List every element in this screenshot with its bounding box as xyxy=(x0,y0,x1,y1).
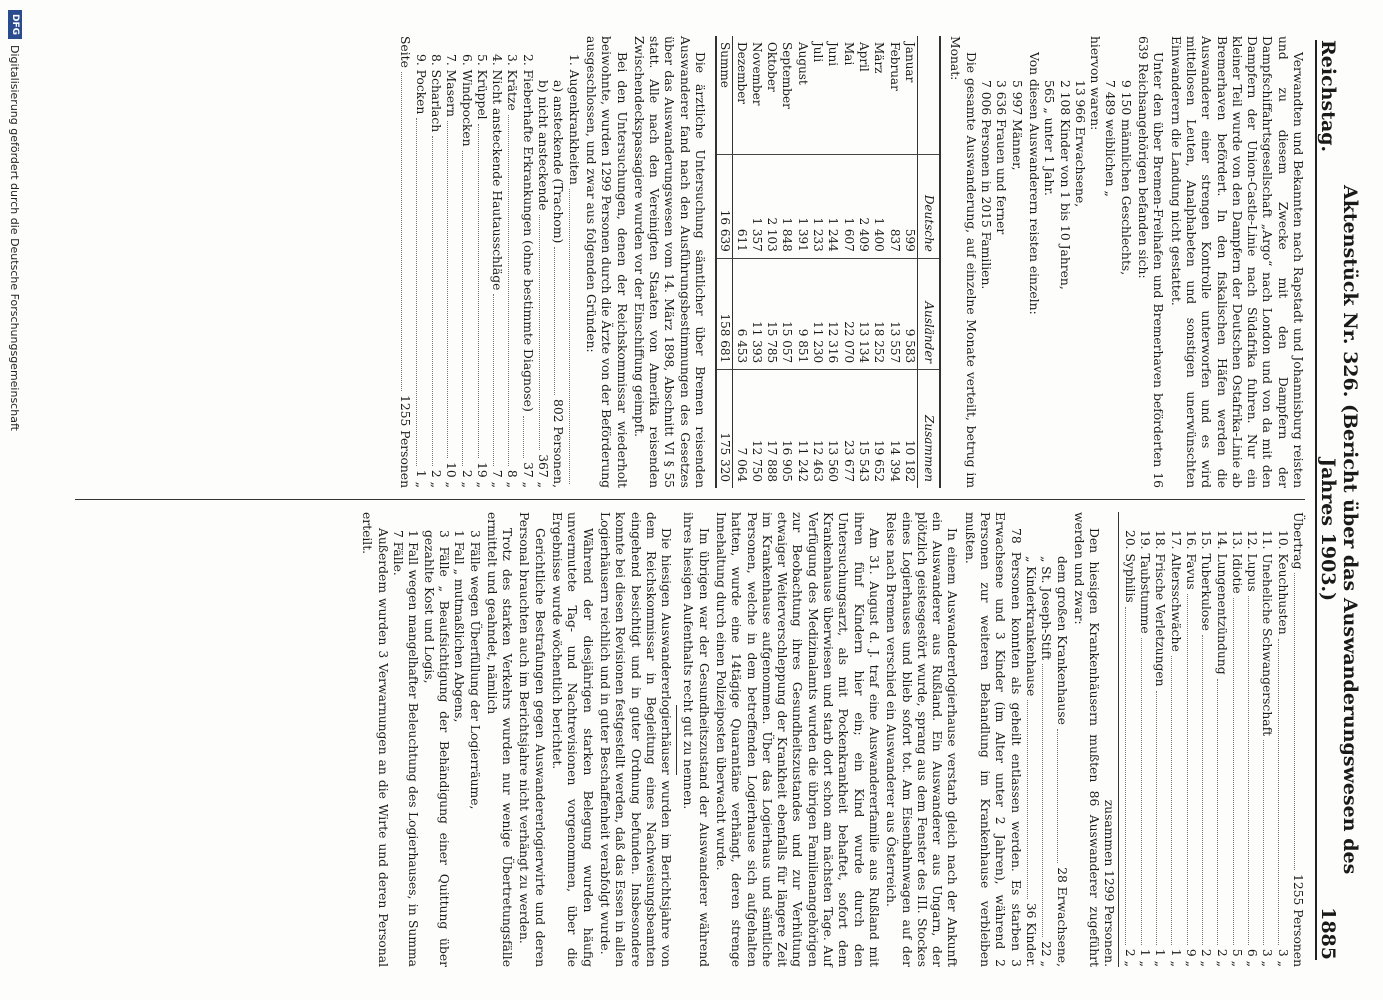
separator xyxy=(676,705,677,775)
hospital-item-label: „ Kinderkrankenhause xyxy=(1023,556,1038,697)
reason-item-value: 2 „ xyxy=(428,469,443,488)
table-row xyxy=(764,36,779,488)
stat-line: hiervon waren: xyxy=(1088,36,1103,131)
table-header-cell: Ausländer xyxy=(917,258,940,369)
table-cell: 12 750 xyxy=(749,370,764,488)
reason-item-label: 16. Favus xyxy=(1183,530,1198,590)
table-cell: 17 888 xyxy=(764,370,779,488)
reason-item-label: 8. Scharlach xyxy=(428,54,443,133)
hospital-item xyxy=(1038,512,1053,967)
hospital-item-label: „ St. Joseph-Stift xyxy=(1039,556,1054,661)
table-row xyxy=(886,36,901,488)
reason-item-label: b) nicht ansteckende xyxy=(536,80,551,211)
table-cell: 611 xyxy=(733,154,749,258)
table-total-cell: 16 639 xyxy=(716,154,733,258)
reason-item-label: 19. Taubstumme xyxy=(1138,530,1153,634)
reason-item-value: 10 „ xyxy=(444,462,459,488)
reason-item-label: 17. Altersschwäche xyxy=(1168,530,1183,652)
reason-item xyxy=(474,36,489,488)
table-cell: Dezember xyxy=(734,42,749,105)
table-row xyxy=(840,36,855,488)
left-column xyxy=(397,36,1305,488)
hospital-item-value: 28 Erwachsene, xyxy=(1054,867,1069,967)
table-cell: 23 677 xyxy=(840,370,855,488)
table-cell: März xyxy=(872,42,887,74)
reason-item xyxy=(489,36,504,488)
table-cell: 1 244 xyxy=(825,154,840,258)
hospital-item-value: 22 „ xyxy=(1039,941,1054,967)
reason-item-value: 2 „ xyxy=(1199,948,1214,967)
header-left: Reichstag. xyxy=(1317,40,1339,153)
table-cell: 11 230 xyxy=(810,258,825,369)
table-cell: 15 785 xyxy=(764,258,779,369)
column-divider xyxy=(75,499,1305,500)
table-cell: 1 607 xyxy=(840,154,855,258)
offense-text: wegen Überfüllung der Logierräume, xyxy=(467,575,482,810)
reason-item xyxy=(550,36,565,488)
right-column xyxy=(357,512,1305,967)
reason-item xyxy=(519,36,534,488)
paragraph: Im übrigen war der Gesundheitszustand der Auswanderer während ihres hiesigen Aufenthalts recht gut zu nennen. xyxy=(681,512,711,967)
reason-item-value: 802 Personen, xyxy=(551,399,566,488)
table-cell: 6 453 xyxy=(733,258,749,369)
table-cell: 19 652 xyxy=(871,370,886,488)
stat-line: 7 489 weiblichen „ xyxy=(1103,80,1118,197)
table-cell: April xyxy=(856,42,871,72)
intro-paragraph: Verwandten und Bekannten nach Rapstadt und Johannisburg reisten und zu diesem Zwecke mit den Dampfern der Dampfschiffahrtsgesellschaft „Argo“ nach London und von da mit den Dampfern der Union-Castle-Linie nach Südafrika fuhren. Nur ein kleiner Teil wurde von den Dampfern der Deutschen Ostafrika-Linie ab Bremerhaven befördert. In den fiskalischen Häfen werden die Auswanderer einer strengen Kontrolle unterworfen und es wird mittellosen Leuten, Analphabeten und sonstigen unerwünschten Einwanderern die Landung nicht gestattet. xyxy=(1168,36,1305,488)
reason-item-value: 7 „ xyxy=(490,469,505,488)
table-cell: Januar xyxy=(902,42,917,83)
reason-item xyxy=(1198,512,1213,967)
hospital-item xyxy=(1053,512,1068,967)
offense-list xyxy=(390,512,482,967)
reason-item xyxy=(458,36,473,488)
table-row xyxy=(856,36,871,488)
footer-text: Digitalisierung gefördert durch die Deutsche Forschungsgemeinschaft xyxy=(8,45,22,431)
reason-item-value: 1 „ xyxy=(1168,948,1183,967)
offense-text: „ Beaufsichtigung der Behändigung einer Quittung über gezahlte Kost und Logis, xyxy=(421,530,451,967)
reason-item-value: 9 „ xyxy=(1183,948,1198,967)
table-cell: 9 583 xyxy=(902,258,918,369)
hospital-list xyxy=(1023,512,1069,967)
table-cell: 13 557 xyxy=(886,258,901,369)
table-total-cell: Summe xyxy=(718,42,733,88)
table-cell: 1 233 xyxy=(810,154,825,258)
table-cell: 12 463 xyxy=(810,370,825,488)
table-cell: 14 394 xyxy=(886,370,901,488)
reason-item xyxy=(1121,512,1136,967)
reason-item-value: 2 „ xyxy=(1122,948,1137,967)
paragraph: Unter den über Bremen-Freihafen und Bremerhaven beförderten 16 639 Reichsangehörigen befanden sich: xyxy=(1136,36,1166,488)
reason-item-label: 3. Krätze xyxy=(505,54,520,111)
reason-item-value: 367 „ xyxy=(536,454,551,488)
table-row xyxy=(810,36,825,488)
monthly-table xyxy=(715,36,941,488)
table-header-row xyxy=(917,36,940,488)
offense-count: 3 Fälle xyxy=(467,530,482,572)
table-cell: 1 848 xyxy=(779,154,794,258)
paragraph: Die ärztliche Untersuchung sämtlicher über Bremen reisenden Auswanderer fand nach den Ausführungsbestimmungen des Gesetzes über das Auswanderungswesen vom 14. März 1898, Abschnitt VI § 55 statt. Alle nach den Vereinigten Staaten von Amerika reisenden Zwischendeckspassagiere wurden vor der Einschiffung geimpft. xyxy=(631,36,708,488)
reason-item-label: 14. Lungenentzündung xyxy=(1214,530,1229,675)
reason-item-value: 6 „ xyxy=(1245,948,1260,967)
offense-text: wegen mangelhafter Beleuchtung des Logierhauses, in Summa 7 Fälle. xyxy=(391,530,421,967)
table-cell: 1 400 xyxy=(871,154,886,258)
header-title: Aktenstück Nr. 326. (Bericht über das Auswanderungswesen des Jahres 1903.) xyxy=(1317,184,1361,875)
reason-item xyxy=(1152,512,1167,967)
zusammen-line: zusammen 1299 Personen. xyxy=(1101,512,1119,967)
reason-item-label: 5. Krüppel xyxy=(474,54,489,120)
reason-item xyxy=(1229,512,1244,967)
table-cell: 13 134 xyxy=(856,258,871,369)
reason-item-label: 15. Tuberkulose xyxy=(1199,530,1214,631)
seite-value: 1255 Personen xyxy=(398,395,413,488)
reason-item xyxy=(1167,512,1182,967)
reason-item xyxy=(1274,512,1289,967)
table-cell: 2 103 xyxy=(764,154,779,258)
table-cell: 10 182 xyxy=(902,370,918,488)
reason-item-label: 10. Keuchhusten xyxy=(1275,530,1290,635)
paragraph: Trotz des starken Verkehrs wurden nur wenige Übertretungsfälle ermittelt und geahndet, nämlich xyxy=(484,512,515,967)
seite-line xyxy=(397,36,412,488)
uebertrag-value: 1255 Personen xyxy=(1291,874,1305,967)
table-row xyxy=(825,36,840,488)
table-cell: November xyxy=(749,42,764,106)
reason-item-value: 8 „ xyxy=(505,469,520,488)
offense-count: 3 Fälle xyxy=(436,530,451,577)
stat-line: 7 006 Personen in 2015 Familien. xyxy=(979,80,994,290)
reason-item-label: 1. Augenkrankheiten xyxy=(566,54,581,185)
stat-line: 9 150 männlichen Geschlechts, xyxy=(1118,80,1133,276)
reason-item-value: 1 „ xyxy=(1153,948,1168,967)
reason-item-label: 9. Pocken xyxy=(413,54,428,115)
table-cell: Juni xyxy=(826,42,841,67)
table-total-row xyxy=(716,36,733,488)
table-cell: Oktober xyxy=(765,42,780,92)
table-cell: 15 057 xyxy=(779,258,794,369)
hospital-item-value: 36 Kinder. xyxy=(1023,902,1038,967)
paragraph: Gerichtliche Bestrafungen gegen Auswandererlogierwirte und deren Personal brauchten auch im Berichtsjahre nicht verhängt zu werden. xyxy=(517,512,547,967)
paragraph: Die hiesigen Auswandererlogierhäuser wurden im Berichtsjahre von dem Reichskommissar in Begleitung eines Nachweisungsbeamten eingehend besichtigt und in guter Ordnung befunden. Insbesondere konnte bei diesen Revisionen festgestellt werden, daß das Essen in allen Logierhäusern reichlich und in guter Beschaffenheit verabfolgt wurde. xyxy=(597,512,674,967)
dfg-footer xyxy=(8,10,22,431)
reason-item-label: 12. Lupus xyxy=(1245,530,1260,592)
stat-line: 13 966 Erwachsene, xyxy=(1072,80,1087,208)
table-cell: 599 xyxy=(902,154,918,258)
reason-item-label: 2. Fieberhafte Erkrankungen (ohne bestimmte Diagnose) xyxy=(520,54,535,412)
stat-line: 3 636 Frauen und ferner xyxy=(994,80,1009,235)
dfg-logo: DFG xyxy=(8,10,22,39)
table-cell: 837 xyxy=(886,154,901,258)
reason-item xyxy=(535,36,550,488)
table-cell: 1 391 xyxy=(795,154,810,258)
table-cell: 11 393 xyxy=(749,258,764,369)
hospital-item-label: dem großen Krankenhause xyxy=(1054,556,1069,725)
page-number: 1885 xyxy=(1317,907,1339,960)
reason-item xyxy=(443,36,458,488)
page-header xyxy=(1315,40,1361,960)
reason-item-value: 1 „ xyxy=(1138,948,1153,967)
table-cell: 22 070 xyxy=(840,258,855,369)
table-cell: 9 851 xyxy=(795,258,810,369)
paragraph: Die gesamte Auswanderung, auf einzelne Monate verteilt, betrug im Monat: xyxy=(948,36,978,488)
table-cell: 1 357 xyxy=(749,154,764,258)
paragraph: Bei den Untersuchungen, denen der Reichskommissar wiederholt beiwohnte, wurden 1299 Personen durch die Ärzte von der Beförderung ausgeschlossen, und zwar aus folgenden Gründen: xyxy=(583,36,629,488)
table-cell: 18 252 xyxy=(871,258,886,369)
paragraph: Außerdem wurden 3 Verwarnungen an die Wirte und deren Personal erteilt. xyxy=(360,512,390,967)
reason-item xyxy=(1213,512,1228,967)
offense-count: 1 Fall xyxy=(452,530,467,565)
table-total-cell: 175 320 xyxy=(716,370,733,488)
reason-item-value: 2 „ xyxy=(1214,948,1229,967)
reason-item xyxy=(504,36,519,488)
reason-item xyxy=(428,36,443,488)
table-row xyxy=(795,36,810,488)
table-cell: 2 409 xyxy=(856,154,871,258)
table-cell: 7 064 xyxy=(733,370,749,488)
table-cell: Juli xyxy=(811,42,826,63)
reason-item-label: 4. Nicht ansteckende Hautausschläge xyxy=(490,54,505,291)
reason-item xyxy=(1137,512,1152,967)
table-header-cell xyxy=(917,36,940,154)
reason-list xyxy=(1121,512,1289,967)
offense-item xyxy=(390,512,421,967)
reason-item-value: 2 „ xyxy=(459,469,474,488)
reason-item-value: 3 „ xyxy=(1260,948,1275,967)
reason-item-label: a) ansteckende (Trachom) xyxy=(551,80,566,244)
paragraph: Während der diesjährigen starken Belegung wurden häufig unvermutete Tag- und Nachtrevisionen vorgenommen, über die Ergebnisse wurde wöchentlich berichtet. xyxy=(550,512,595,967)
reason-item-value: 19 „ xyxy=(474,462,489,488)
reason-item xyxy=(565,36,580,488)
table-cell: August xyxy=(795,42,810,85)
offense-item xyxy=(451,512,466,967)
seite-label: Seite xyxy=(398,36,413,68)
table-cell: 15 543 xyxy=(856,370,871,488)
table-header-cell: Deutsche xyxy=(917,154,940,258)
reason-item xyxy=(1183,512,1198,967)
reason-item-label: 13. Idiotie xyxy=(1229,530,1244,594)
uebertrag-line xyxy=(1290,512,1305,967)
table-cell: 11 242 xyxy=(795,370,810,488)
reason-item-value: 5 „ xyxy=(1229,948,1244,967)
reason-item-label: 7. Masern xyxy=(444,54,459,117)
stat-line: 565 „ unter 1 Jahr. xyxy=(1042,80,1057,196)
paragraph: Den hiesigen Krankenhäusern mußten 86 Auswanderer zugeführt werden und zwar: xyxy=(1071,512,1102,967)
reason-item-value: 3 „ xyxy=(1275,948,1290,967)
offense-item xyxy=(466,512,481,967)
reason-item-value: 1 „ xyxy=(413,469,428,488)
table-row xyxy=(779,36,794,488)
table-cell: Mai xyxy=(841,42,856,66)
table-cell: Februar xyxy=(887,42,902,91)
reason-item xyxy=(412,36,427,488)
table-body xyxy=(733,36,918,488)
table-cell: 12 316 xyxy=(825,258,840,369)
table-row xyxy=(871,36,886,488)
offense-count: 1 Fall xyxy=(406,530,421,566)
offense-text: „ mutmaßlichen Abgens, xyxy=(452,568,467,723)
paragraph: 78 Personen konnten als geheilt entlassen werden. Es starben 3 Erwachsene und 3 Kinder (im Alter unter 2 Jahren), während 2 Personen zur weiteren Behandlung im Krankenhause verbleiben mußten. xyxy=(962,512,1023,967)
stat-line: 2 108 Kinder von 1 bis 10 Jahren, xyxy=(1057,80,1072,290)
reason-item-label: 11. Uneheliche Schwangerschaft xyxy=(1260,530,1275,737)
table-row xyxy=(902,36,918,488)
uebertrag-label: Übertrag xyxy=(1291,512,1305,570)
table-cell: September xyxy=(780,42,795,109)
stat-line: 5 997 Männer, xyxy=(1009,80,1024,171)
table-cell: 13 560 xyxy=(825,370,840,488)
paragraph: Am 31. August d. J. traf eine Auswandererfamilie aus Rußland mit ihren fünf Kindern hier ein; ein Kind wurde durch den Untersuchungsarzt, als mit Pockenkrankheit behaftet, sofort dem Krankenhause überwiesen und starb dort schon am nächsten Tage. Auf Verfügung des Medizinalamts wurden die übrigen Familienangehörigen zur Beobachtung ihres Gesundheitszustandes und zur Verhütung etwaiger Weiterverschleppung der Krankheit ebenfalls für längere Zeit im Krankenhause aufgenommen. Über das Logierhaus und sämtliche Personen, welche in dem betreffenden Logierhause sich aufgehalten hatten, wurde eine 14tägige Quarantäne verhängt, deren strenge Innehaltung durch einen Polizeiposten überwacht wurde. xyxy=(714,512,881,967)
reason-item-value: 37 „ xyxy=(520,462,535,488)
table-header-cell: Zusammen xyxy=(917,370,940,488)
paragraph: In einem Auswandererlogierhause verstarb gleich nach der Ankunft ein Auswanderer aus Rußland. Ein Auswanderer aus Ungarn, der plötzlich geistesgestört wurde, sprang aus dem Fenster des III. Stockes eines Logierhauses und blieb sofort tot. Am Eisenbahnwagen auf der Reise nach Bremen verschied ein Auswanderer aus Österreich. xyxy=(884,512,960,967)
reason-item-label: 20. Syphilis xyxy=(1122,530,1137,603)
reason-item-label: 18. Frische Verletzungen xyxy=(1153,530,1168,687)
reason-list xyxy=(412,36,580,488)
table-total-cell: 158 681 xyxy=(716,258,733,369)
table-cell: 16 905 xyxy=(779,370,794,488)
reason-item xyxy=(1259,512,1274,967)
offense-item xyxy=(420,512,451,967)
table-row xyxy=(733,36,749,488)
hospital-item xyxy=(1023,512,1038,967)
reason-item-label: 6. Windpocken xyxy=(459,54,474,147)
reason-item xyxy=(1244,512,1259,967)
paragraph: Von diesen Auswanderern reisten einzeln: xyxy=(1026,52,1041,315)
table-row xyxy=(749,36,764,488)
